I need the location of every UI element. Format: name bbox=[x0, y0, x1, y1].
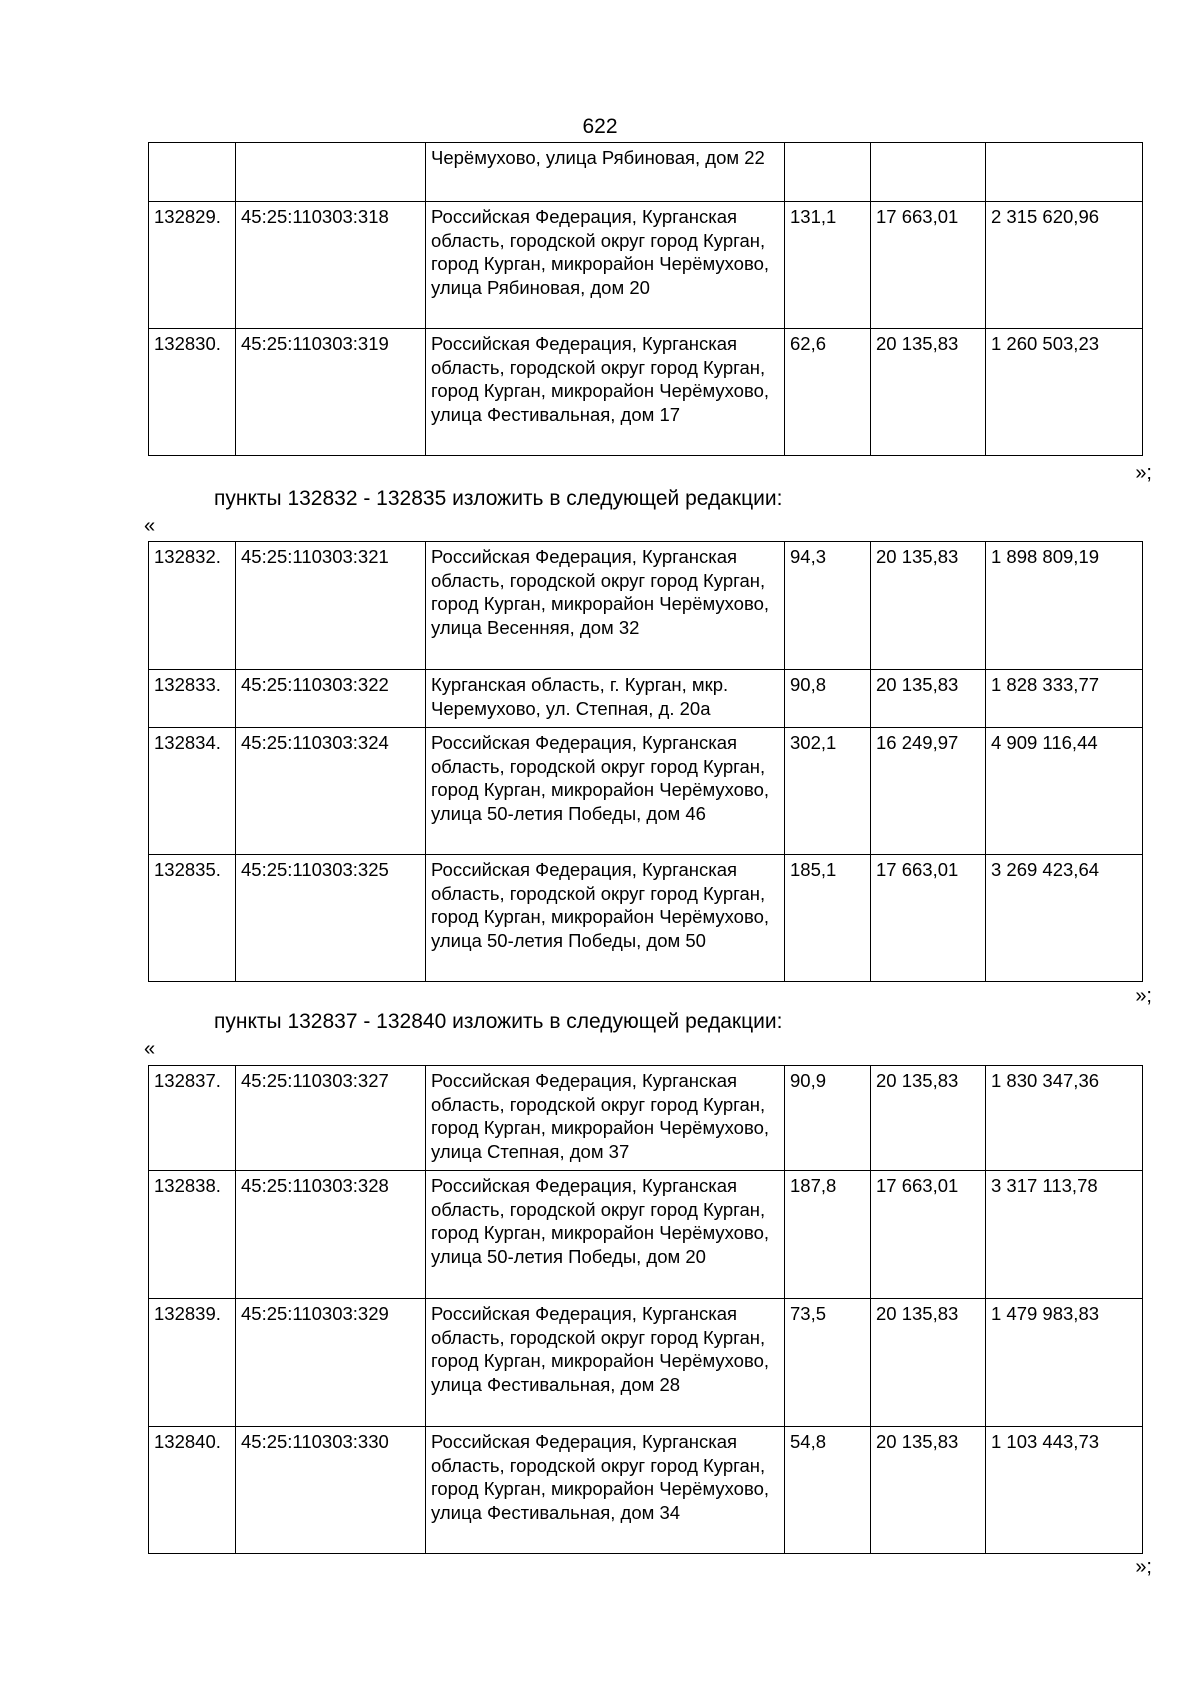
total-value-cell: 3 269 423,64 bbox=[986, 855, 1143, 982]
area-cell: 131,1 bbox=[785, 202, 871, 329]
property-table-1 bbox=[148, 142, 1143, 456]
cadastral-number-cell: 45:25:110303:330 bbox=[236, 1427, 426, 1554]
item-number-cell: 132830. bbox=[149, 329, 236, 456]
item-number-cell: 132839. bbox=[149, 1299, 236, 1427]
address-cell: Российская Федерация, Курганская область, городской округ город Курган, город Курган, микрорайон Черёмухово, улица Фестивальная, дом 28 bbox=[426, 1299, 785, 1427]
price-per-sqm-cell: 20 135,83 bbox=[871, 1066, 986, 1171]
total-value-cell bbox=[986, 143, 1143, 202]
address-cell: Российская Федерация, Курганская область, городской округ город Курган, город Курган, микрорайон Черёмухово, улица 50-летия Победы, дом 46 bbox=[426, 728, 785, 855]
area-cell: 73,5 bbox=[785, 1299, 871, 1427]
price-per-sqm-cell: 16 249,97 bbox=[871, 728, 986, 855]
table-row bbox=[149, 1427, 1143, 1554]
price-per-sqm-cell: 20 135,83 bbox=[871, 670, 986, 728]
property-table-3 bbox=[148, 1065, 1143, 1554]
price-per-sqm-cell: 17 663,01 bbox=[871, 1171, 986, 1299]
total-value-cell: 4 909 116,44 bbox=[986, 728, 1143, 855]
address-cell: Курганская область, г. Курган, мкр. Черемухово, ул. Степная, д. 20а bbox=[426, 670, 785, 728]
opening-quote: « bbox=[144, 515, 156, 537]
price-per-sqm-cell bbox=[871, 143, 986, 202]
cadastral-number-cell: 45:25:110303:328 bbox=[236, 1171, 426, 1299]
total-value-cell: 1 830 347,36 bbox=[986, 1066, 1143, 1171]
closing-quote: »; bbox=[1135, 985, 1152, 1007]
area-cell bbox=[785, 143, 871, 202]
area-cell: 94,3 bbox=[785, 542, 871, 670]
table-row bbox=[149, 542, 1143, 670]
item-number-cell: 132833. bbox=[149, 670, 236, 728]
item-number-cell: 132829. bbox=[149, 202, 236, 329]
item-number-cell: 132832. bbox=[149, 542, 236, 670]
cadastral-number-cell: 45:25:110303:327 bbox=[236, 1066, 426, 1171]
area-cell: 302,1 bbox=[785, 728, 871, 855]
table-row bbox=[149, 1171, 1143, 1299]
cadastral-number-cell: 45:25:110303:325 bbox=[236, 855, 426, 982]
table-row bbox=[149, 670, 1143, 728]
address-cell: Российская Федерация, Курганская область, городской округ город Курган, город Курган, микрорайон Черёмухово, улица Фестивальная, дом 17 bbox=[426, 329, 785, 456]
address-cell: Российская Федерация, Курганская область, городской округ город Курган, город Курган, микрорайон Черёмухово, улица Фестивальная, дом 34 bbox=[426, 1427, 785, 1554]
item-number-cell: 132840. bbox=[149, 1427, 236, 1554]
table-row bbox=[149, 143, 1143, 202]
cadastral-number-cell: 45:25:110303:329 bbox=[236, 1299, 426, 1427]
item-number-cell: 132837. bbox=[149, 1066, 236, 1171]
total-value-cell: 3 317 113,78 bbox=[986, 1171, 1143, 1299]
area-cell: 185,1 bbox=[785, 855, 871, 982]
table-row bbox=[149, 329, 1143, 456]
cadastral-number-cell: 45:25:110303:324 bbox=[236, 728, 426, 855]
address-cell: Российская Федерация, Курганская область, городской округ город Курган, город Курган, микрорайон Черёмухово, улица Весенняя, дом 32 bbox=[426, 542, 785, 670]
cadastral-number-cell: 45:25:110303:321 bbox=[236, 542, 426, 670]
closing-quote: »; bbox=[1135, 1556, 1152, 1578]
area-cell: 62,6 bbox=[785, 329, 871, 456]
price-per-sqm-cell: 17 663,01 bbox=[871, 202, 986, 329]
area-cell: 90,8 bbox=[785, 670, 871, 728]
address-cell: Черёмухово, улица Рябиновая, дом 22 bbox=[426, 143, 785, 202]
total-value-cell: 2 315 620,96 bbox=[986, 202, 1143, 329]
total-value-cell: 1 828 333,77 bbox=[986, 670, 1143, 728]
table-row bbox=[149, 728, 1143, 855]
address-cell: Российская Федерация, Курганская область, городской округ город Курган, город Курган, микрорайон Черёмухово, улица Рябиновая, дом 20 bbox=[426, 202, 785, 329]
table-row bbox=[149, 1066, 1143, 1171]
cadastral-number-cell: 45:25:110303:322 bbox=[236, 670, 426, 728]
total-value-cell: 1 898 809,19 bbox=[986, 542, 1143, 670]
item-number-cell: 132838. bbox=[149, 1171, 236, 1299]
price-per-sqm-cell: 20 135,83 bbox=[871, 329, 986, 456]
table-row bbox=[149, 855, 1143, 982]
cadastral-number-cell bbox=[236, 143, 426, 202]
opening-quote: « bbox=[144, 1038, 156, 1060]
price-per-sqm-cell: 17 663,01 bbox=[871, 855, 986, 982]
closing-quote: »; bbox=[1135, 462, 1152, 484]
item-number-cell: 132835. bbox=[149, 855, 236, 982]
area-cell: 187,8 bbox=[785, 1171, 871, 1299]
total-value-cell: 1 260 503,23 bbox=[986, 329, 1143, 456]
total-value-cell: 1 103 443,73 bbox=[986, 1427, 1143, 1554]
total-value-cell: 1 479 983,83 bbox=[986, 1299, 1143, 1427]
table-row bbox=[149, 1299, 1143, 1427]
area-cell: 90,9 bbox=[785, 1066, 871, 1171]
address-cell: Российская Федерация, Курганская область, городской округ город Курган, город Курган, микрорайон Черёмухово, улица 50-летия Победы, дом 50 bbox=[426, 855, 785, 982]
address-cell: Российская Федерация, Курганская область, городской округ город Курган, город Курган, микрорайон Черёмухово, улица 50-летия Победы, дом 20 bbox=[426, 1171, 785, 1299]
table-row bbox=[149, 202, 1143, 329]
property-table-2 bbox=[148, 541, 1143, 982]
area-cell: 54,8 bbox=[785, 1427, 871, 1554]
page-number: 622 bbox=[582, 115, 618, 138]
amendment-paragraph: пункты 132832 - 132835 изложить в следующей редакции: bbox=[214, 487, 783, 510]
item-number-cell: 132834. bbox=[149, 728, 236, 855]
price-per-sqm-cell: 20 135,83 bbox=[871, 542, 986, 670]
amendment-paragraph: пункты 132837 - 132840 изложить в следующей редакции: bbox=[214, 1010, 783, 1033]
cadastral-number-cell: 45:25:110303:319 bbox=[236, 329, 426, 456]
price-per-sqm-cell: 20 135,83 bbox=[871, 1299, 986, 1427]
address-cell: Российская Федерация, Курганская область, городской округ город Курган, город Курган, микрорайон Черёмухово, улица Степная, дом 37 bbox=[426, 1066, 785, 1171]
cadastral-number-cell: 45:25:110303:318 bbox=[236, 202, 426, 329]
price-per-sqm-cell: 20 135,83 bbox=[871, 1427, 986, 1554]
item-number-cell bbox=[149, 143, 236, 202]
